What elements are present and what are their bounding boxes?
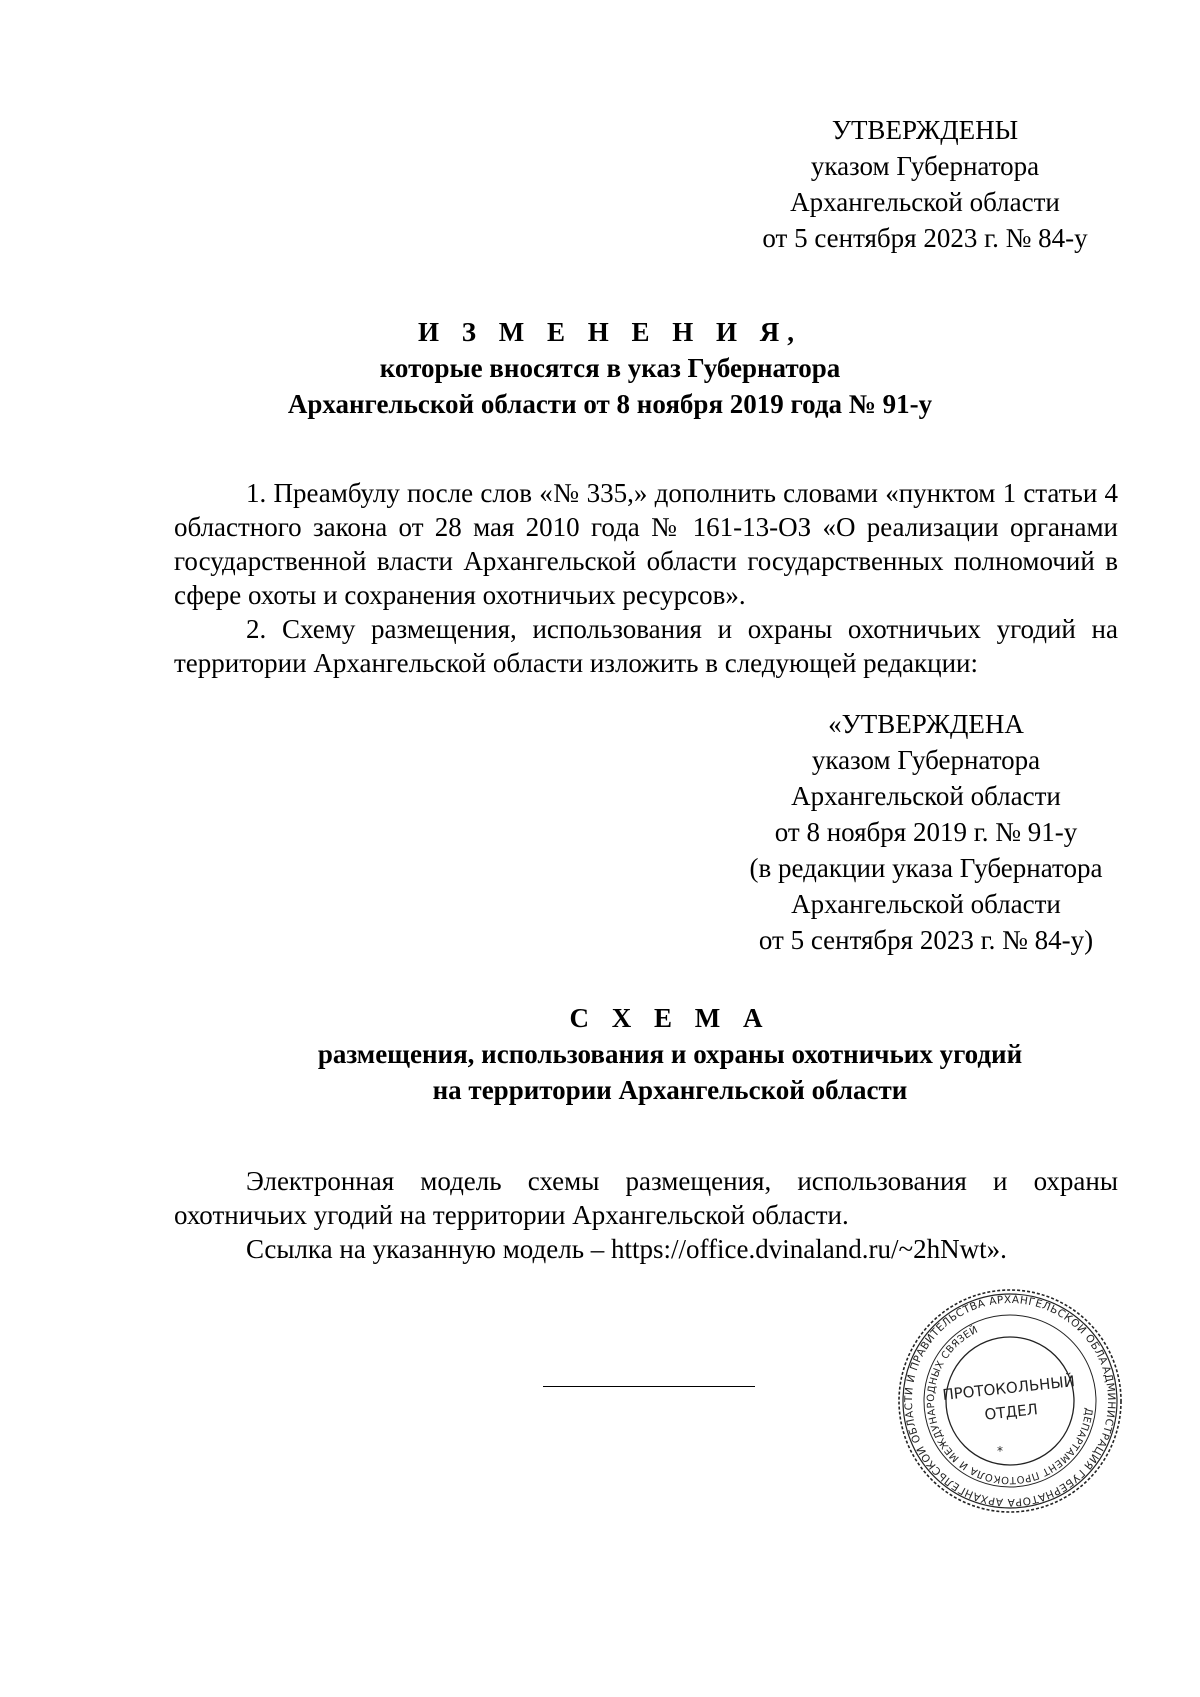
seal-star: * xyxy=(997,1444,1003,1458)
amendment-items xyxy=(174,476,1118,680)
amendment-item-2: 2. Схему размещения, использования и охраны охотничьих угодий на территории Архангельской области изложить в следующей редакции: xyxy=(174,614,1118,678)
seal-middle-text: ДЕПАРТАМЕНТ ПРОТОКОЛА И МЕЖДУНАРОДНЫХ СВЯЗЕЙ xyxy=(925,1324,1094,1486)
electronic-model-section xyxy=(174,1164,1118,1266)
approval-stamp-top xyxy=(760,112,1090,256)
changes-heading xyxy=(160,314,1060,422)
approval-line: Архангельской области xyxy=(790,187,1060,217)
approval-line: указом Губернатора xyxy=(810,151,1040,181)
changes-subtitle: Архангельской области от 8 ноября 2019 года № 91-у xyxy=(287,389,933,419)
official-seal xyxy=(896,1287,1124,1515)
amendment-item-1: 1. Преамбулу после слов «№ 335,» дополнить словами «пунктом 1 статьи 4 областного закона от 28 мая 2010 года № 161-13-ОЗ «О реализации органами государственной власти Архангельской области государственных полномочий в сфере охоты и сохранения охотничьих ресурсов». xyxy=(174,478,1118,610)
seal-outer-text: АДМИНИСТРАЦИЯ ГУБЕРНАТОРА АРХАНГЕЛЬСКОЙ ОБЛАСТИ И ПРАВИТЕЛЬСТВА АРХАНГЕЛЬСКОЙ ОБЛАСТИ xyxy=(902,1293,1118,1509)
scheme-title: С Х Е М А xyxy=(569,1003,771,1033)
approval-line: (в редакции указа Губернатора xyxy=(749,853,1103,883)
approval-date: от 5 сентября 2023 г. № 84-у xyxy=(762,223,1088,253)
approval-line: Архангельской области xyxy=(791,889,1061,919)
seal-center-line2: ОТДЕЛ xyxy=(983,1400,1039,1424)
closing-rule xyxy=(543,1386,755,1387)
electronic-model-text: Электронная модель схемы размещения, использования и охраны охотничьих угодий на территории Архангельской области. xyxy=(174,1166,1118,1230)
approval-stamp-inner xyxy=(716,706,1136,958)
approval-title: «УТВЕРЖДЕНА xyxy=(828,709,1024,739)
changes-title: И З М Е Н Е Н И Я, xyxy=(417,317,802,347)
approval-line: указом Губернатора xyxy=(811,745,1041,775)
scheme-heading xyxy=(215,1000,1125,1108)
approval-title: УТВЕРЖДЕНЫ xyxy=(831,115,1019,145)
scheme-subtitle: на территории Архангельской области xyxy=(432,1075,908,1105)
approval-date: от 8 ноября 2019 г. № 91-у xyxy=(774,817,1078,847)
electronic-model-link-text: Ссылка на указанную модель – https://office.dvinaland.ru/~2hNwt». xyxy=(246,1234,1007,1264)
scheme-subtitle: размещения, использования и охраны охотничьих угодий xyxy=(317,1039,1023,1069)
approval-line: Архангельской области xyxy=(791,781,1061,811)
seal-center-line1: ПРОТОКОЛЬНЫЙ xyxy=(941,1372,1076,1404)
changes-subtitle: которые вносятся в указ Губернатора xyxy=(379,353,841,383)
approval-date: от 5 сентября 2023 г. № 84-у) xyxy=(758,925,1094,955)
